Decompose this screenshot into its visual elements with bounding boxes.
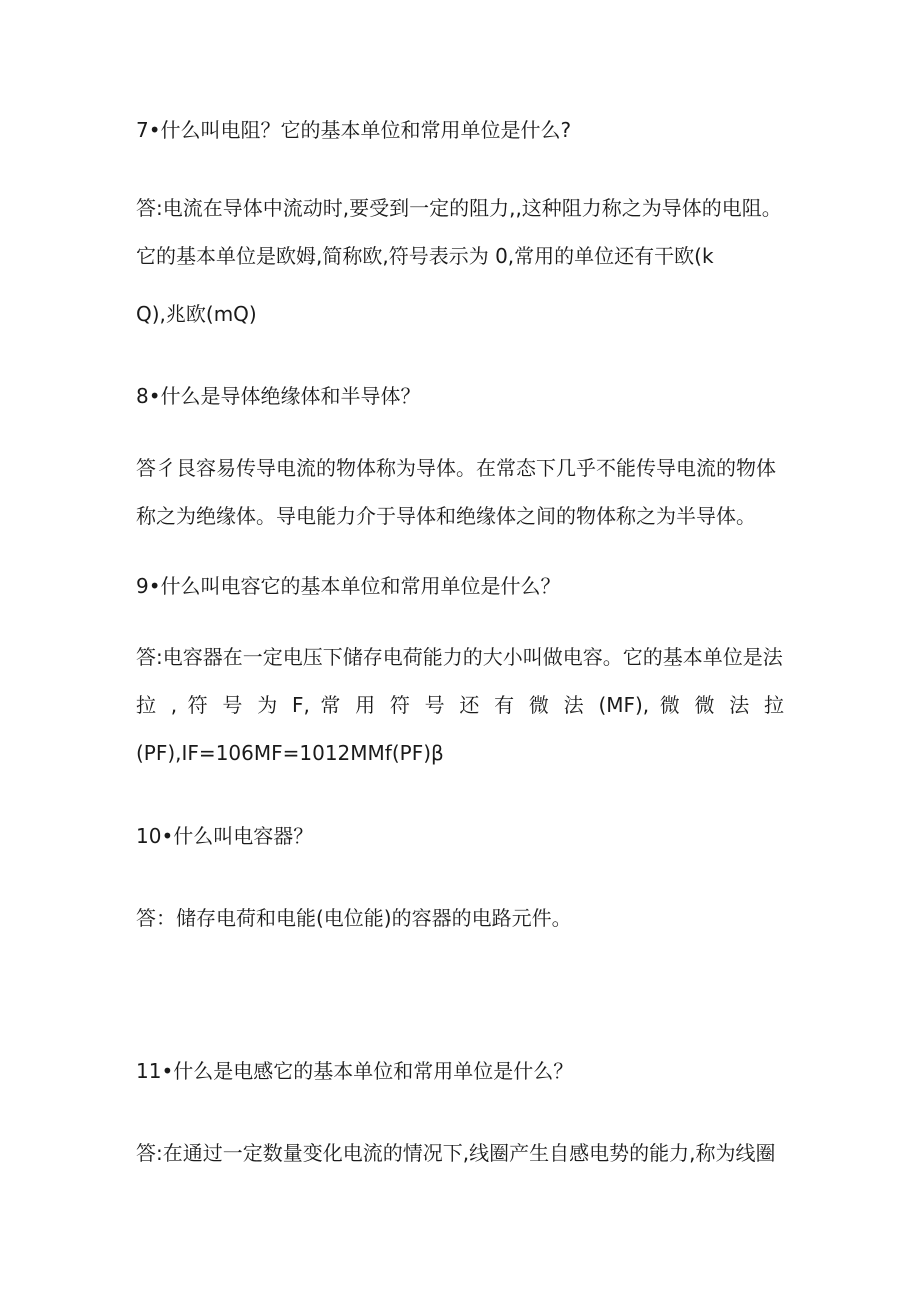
answer-10-line-1: 答：储存电荷和电能(电位能)的容器的电路元件。 xyxy=(136,906,572,930)
answer-7-line-3: Q),兆欧(mQ) xyxy=(136,302,257,326)
answer-11-line-1: 答:在通过一定数量变化电流的情况下,线圈产生自感电势的能力,称为线圈 xyxy=(136,1141,776,1165)
question-8-heading: 8•什么是导体绝缘体和半导体？ xyxy=(136,384,421,408)
answer-9-line-1: 答:电容器在一定电压下储存电荷能力的大小叫做电容。它的基本单位是法 xyxy=(136,645,783,669)
question-11-heading: 11•什么是电感它的基本单位和常用单位是什么？ xyxy=(136,1059,574,1083)
answer-9-line-2: 拉 , 符 号 为 F, 常 用 符 号 还 有 微 法 (MF), 微 微 法 拉 xyxy=(136,693,784,717)
question-10-heading: 10•什么叫电容器？ xyxy=(136,824,314,848)
question-9-heading: 9•什么叫电容它的基本单位和常用单位是什么？ xyxy=(136,574,561,598)
answer-8-line-2: 称之为绝缘体。导电能力介于导体和绝缘体之间的物体称之为半导体。 xyxy=(136,504,756,528)
answer-8-line-1: 答彳艮容易传导电流的物体称为导体。在常态下几乎不能传导电流的物体 xyxy=(136,456,776,480)
question-7-heading: 7•什么叫电阻？它的基本单位和常用单位是什么? xyxy=(136,118,572,142)
answer-7-line-1: 答:电流在导体中流动时,要受到一定的阻力,,这种阻力称之为导体的电阻。 xyxy=(136,196,782,220)
answer-9-line-3: (PF),IF=106MF=1012MMf(PF)β xyxy=(136,741,444,765)
answer-7-line-2: 它的基本单位是欧姆,简称欧,符号表示为 0,常用的单位还有干欧(k xyxy=(136,244,714,268)
